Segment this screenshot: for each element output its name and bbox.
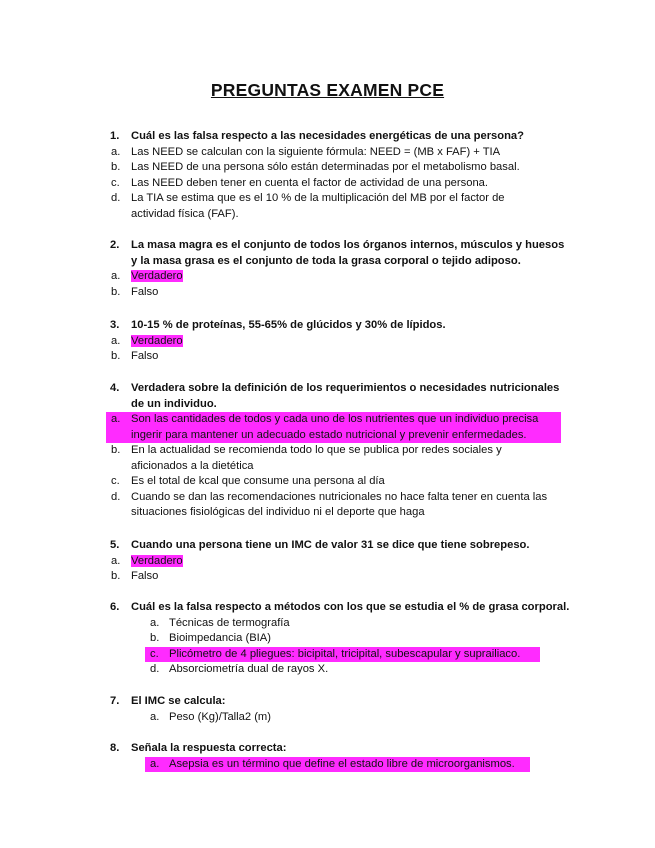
question-2 (0, 238, 655, 300)
option-label: a. (150, 757, 160, 770)
option-label: b. (150, 632, 160, 644)
question-text: Cuál es la falsa respecto a métodos con los que se estudia el % de grasa corporal. (131, 601, 570, 613)
option-label: a. (111, 145, 121, 158)
option-text-highlighted: Verdadero (131, 334, 183, 347)
question-text: La masa magra es el conjunto de todos los órganos internos, músculos y huesos y la masa grasa es el conjunto de toda la grasa corporal o tejido adiposo. (131, 239, 565, 267)
question-3 (0, 318, 655, 365)
option-label: c. (111, 176, 120, 189)
option-text: Las NEED de una persona sólo están determinadas por el metabolismo basal. (131, 161, 520, 173)
option-1b (0, 160, 655, 176)
question-6 (0, 600, 655, 678)
question-header (0, 381, 655, 412)
option-1c (0, 176, 655, 192)
option-label: a. (111, 270, 121, 282)
option-label: c. (111, 475, 120, 487)
option-label: d. (150, 663, 160, 675)
question-header (0, 129, 655, 145)
option-label: d. (111, 192, 121, 204)
option-text: Falso (131, 285, 159, 298)
option-6d (0, 662, 655, 678)
question-text: Verdadera sobre la definición de los requerimientos o necesidades nutricionales de un individuo. (131, 382, 560, 410)
question-header (0, 694, 655, 710)
option-text: Cuando se dan las recomendaciones nutricionales no hace falta tener en cuenta las situaciones fisiológicas del individuo ni el deporte que haga (131, 490, 548, 518)
option-6a (0, 616, 655, 632)
question-number: 2. (110, 239, 120, 251)
question-number: 6. (110, 601, 120, 613)
option-label: b. (111, 570, 121, 582)
option-label: a. (111, 413, 121, 425)
option-5b (0, 569, 655, 585)
option-label: b. (111, 350, 121, 362)
option-text: En la actualidad se recomienda todo lo que se publica por redes sociales y aficionados a la dietética (131, 444, 502, 472)
question-1 (0, 129, 655, 222)
option-3b (0, 349, 655, 365)
option-4d (0, 490, 655, 521)
question-7 (0, 694, 655, 725)
option-4c (0, 474, 655, 490)
option-text: Falso (131, 350, 159, 362)
option-6c (145, 647, 540, 663)
question-header (0, 600, 655, 616)
question-text: 10-15 % de proteínas, 55-65% de glúcidos y 30% de lípidos. (131, 319, 446, 331)
option-text: La TIA se estima que es el 10 % de la multiplicación del MB por el factor de actividad física (FAF). (131, 192, 505, 220)
option-text-highlighted: Asepsia es un término que define el estado libre de microorganismos. (169, 757, 515, 770)
option-2b (0, 285, 655, 301)
option-label: a. (150, 710, 160, 723)
option-text: Falso (131, 570, 159, 582)
option-text: Las NEED deben tener en cuenta el factor de actividad de una persona. (131, 176, 488, 189)
question-number: 3. (110, 319, 120, 331)
question-8 (0, 741, 655, 772)
question-number: 4. (110, 382, 120, 394)
option-3a (0, 334, 655, 350)
option-text: Absorciometría dual de rayos X. (169, 663, 329, 675)
option-label: b. (111, 444, 121, 456)
option-text: Peso (Kg)/Talla2 (m) (169, 710, 271, 723)
question-header (0, 538, 655, 554)
option-text-highlighted: Verdadero (131, 270, 183, 282)
option-label: b. (111, 161, 121, 173)
question-header (0, 318, 655, 334)
option-7a (0, 710, 655, 726)
option-6b (0, 631, 655, 647)
option-text: Es el total de kcal que consume una persona al día (131, 475, 385, 487)
question-number: 1. (110, 130, 120, 142)
option-label: a. (150, 616, 160, 629)
question-text: Señala la respuesta correcta: (131, 742, 287, 754)
question-text: Cuando una persona tiene un IMC de valor 31 se dice que tiene sobrepeso. (131, 539, 530, 551)
option-text: Las NEED se calculan con la siguiente fórmula: NEED = (MB x FAF) + TIA (131, 145, 501, 158)
option-text: Técnicas de termografía (169, 616, 290, 629)
option-label: d. (111, 490, 121, 503)
option-text-highlighted: Plicómetro de 4 pliegues: bicipital, tricipital, subescapular y suprailiaco. (169, 647, 521, 660)
option-4b (0, 443, 655, 474)
question-text: Cuál es las falsa respecto a las necesidades energéticas de una persona? (131, 130, 524, 142)
option-text: Bioimpedancia (BIA) (169, 632, 271, 644)
question-4 (0, 381, 655, 521)
question-5 (0, 538, 655, 585)
question-header (0, 238, 655, 269)
option-8a (145, 757, 530, 773)
option-text-highlighted: Verdadero (131, 554, 183, 567)
option-label: b. (111, 285, 121, 298)
option-5a (0, 554, 655, 570)
question-number: 7. (110, 695, 120, 707)
page-title: PREGUNTAS EXAMEN PCE (210, 80, 445, 100)
option-label: a. (111, 554, 121, 567)
option-2a (0, 269, 655, 285)
question-number: 8. (110, 742, 120, 754)
option-label: c. (150, 647, 159, 660)
option-1d (0, 191, 655, 222)
question-number: 5. (110, 539, 120, 551)
option-4a (106, 412, 561, 443)
option-1a (0, 145, 655, 161)
question-text: El IMC se calcula: (131, 695, 226, 707)
option-label: a. (111, 334, 121, 347)
option-text-highlighted: Son las cantidades de todos y cada uno de los nutrientes que un individuo precisa ingerir para mantener un adecuado estado nutricional y prevenir enfermedades. (131, 413, 539, 441)
question-header (0, 741, 655, 757)
